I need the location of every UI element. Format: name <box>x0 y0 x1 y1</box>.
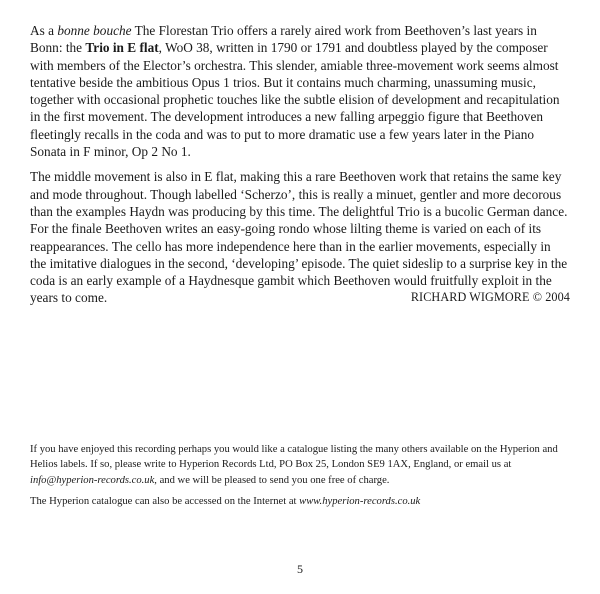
footer-text: If you have enjoyed this recording perhaps you would like a catalogue listing the many others available on the Hyperion and Helios labels. If so, please write to Hyperion Records Ltd, PO Box 25, London SE9 1AX, England, or email us at <box>30 444 558 471</box>
work-title: Trio in E flat <box>85 40 159 56</box>
email-address: info@hyperion-records.co.uk <box>30 474 155 486</box>
paragraph-text: , WoO 38, written in 1790 or 1791 and doubtless played by the composer with members of the Elector’s orchestra. This slender, amiable three-movement work seems almost tentative beside the ambitious Opus 1 trios. But it contains much charming, unassuming music, together with occasional prophetic touches like the subtle elision of development and recapitulation in the first movement. The development introduces a new falling arpeggio figure that Beethoven fleetingly recalls in the coda and was to put to more dramatic use a few years later in the Piano Sonata in F minor, Op 2 No 1. <box>30 40 560 160</box>
footer-text: The Hyperion catalogue can also be accessed on the Internet at <box>30 496 300 508</box>
footer-text: , and we will be pleased to send you one free of charge. <box>154 474 390 486</box>
paragraph-text: The Florestan Trio offers a rarely aired work from Beethoven’s last years in Bonn: the <box>30 23 537 56</box>
internet-note <box>30 494 570 509</box>
catalogue-offer <box>30 442 570 488</box>
catalogue-footer <box>30 442 570 510</box>
essay-paragraph-2: The middle movement is also in E flat, making this a rare Beethoven work that retains the same key and mode throughout. Though labelled ‘Scherzo’, this is really a minuet, gentler and more decorous than the examples Haydn was producing by this time. The delightful Trio is a bucolic German dance. For the finale Beethoven writes an easy-going rondo whose lilting theme is varied on each of its reappearances. The cello has more independence here than in the earlier movements, especially in the imitative dialogues in the second, ‘developing’ episode. The quiet sideslip to a surprise key in the coda is an early example of a Haydnesque gambit which Beethoven would fruitfully exploit in the years to come. <box>30 169 568 306</box>
italic-phrase: bonne bouche <box>57 23 132 38</box>
page-number: 5 <box>297 562 303 576</box>
essay-body <box>30 22 570 307</box>
website-url: www.hyperion-records.co.uk <box>299 496 421 508</box>
essay-paragraph-1 <box>30 22 570 160</box>
paragraph-text: As a <box>30 23 58 38</box>
author-credit: RICHARD WIGMORE © 2004 <box>410 290 570 304</box>
